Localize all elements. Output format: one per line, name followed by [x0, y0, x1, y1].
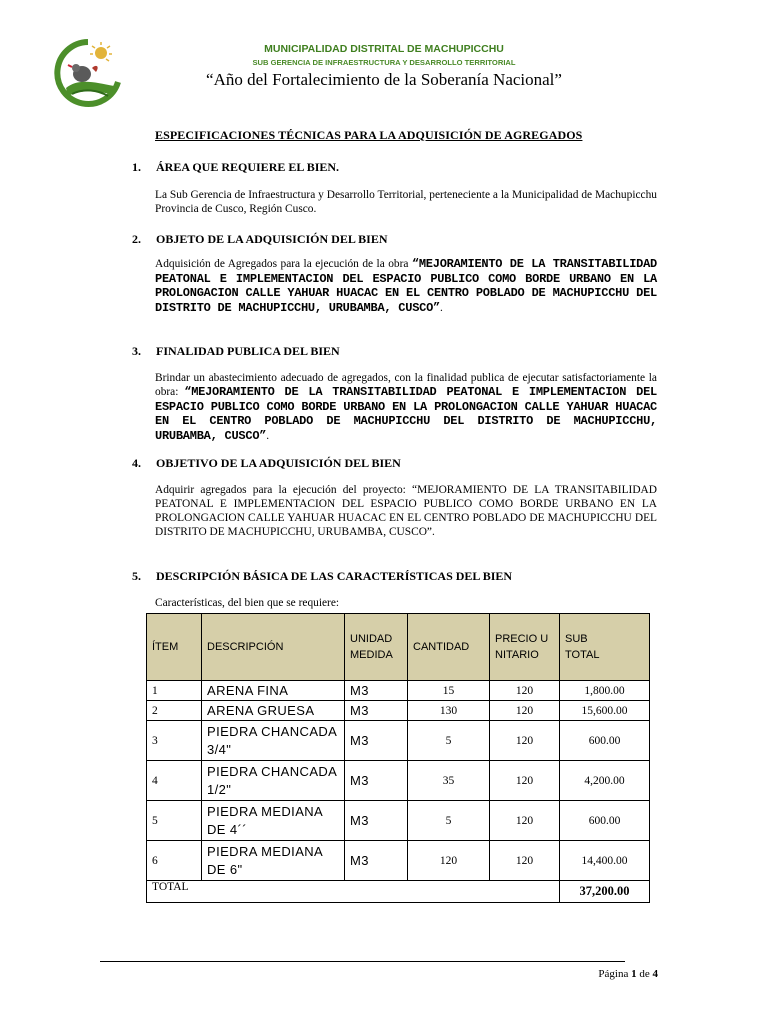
cell-price: 120 [490, 761, 560, 801]
header-motto: “Año del Fortalecimiento de la Soberanía Nacional” [206, 70, 562, 89]
cell-price: 120 [490, 701, 560, 721]
cell-quantity: 15 [408, 681, 490, 701]
section-1-text: La Sub Gerencia de Infraestructura y Desarrollo Territorial, perteneciente a la Municipalidad de Machupicchu Provincia de Cusco, Región Cusco. [155, 189, 657, 215]
section-title: FINALIDAD PUBLICA DEL BIEN [156, 344, 340, 358]
cell-item: 2 [147, 701, 202, 721]
total-label: TOTAL [147, 881, 560, 903]
total-value: 37,200.00 [560, 881, 650, 903]
cell-item: 6 [147, 841, 202, 881]
section-number: 2. [132, 232, 141, 246]
page-label: Página [598, 968, 629, 980]
section-2-text [155, 257, 657, 315]
document-title: ESPECIFICACIONES TÉCNICAS PARA LA ADQUISICIÓN DE AGREGADOS [155, 128, 583, 142]
section-1-heading [132, 160, 339, 175]
section-3-heading [132, 344, 340, 359]
cell-price: 120 [490, 681, 560, 701]
cell-price: 120 [490, 721, 560, 761]
table-row [147, 801, 650, 841]
page-indicator [598, 968, 658, 980]
cell-item: 5 [147, 801, 202, 841]
page-of: de [639, 968, 650, 980]
footer-divider [100, 961, 625, 962]
cell-unit: M3 [345, 681, 408, 701]
section-2-text-post: . [440, 301, 443, 314]
section-4-heading [132, 456, 401, 471]
cell-description: ARENA GRUESA [202, 701, 345, 721]
section-number: 5. [132, 569, 141, 583]
section-number: 4. [132, 456, 141, 470]
project-name-bold: “MEJORAMIENTO DE LA TRANSITABILIDAD PEATONAL E IMPLEMENTACION DEL ESPACIO PUBLICO COMO BORDE URBANO EN LA PROLONGACION CALLE YAHUAR HUACAC EN EL CENTRO POBLADO DE MACHUPICCHU DEL DISTRITO DE MACHUPICCHU, URUBAMBA, CUSCO” [155, 385, 657, 443]
section-4-text: Adquirir agregados para la ejecución del proyecto: “MEJORAMIENTO DE LA TRANSITABILIDAD PEATONAL E IMPLEMENTACION DEL ESPACIO PUBLICO COMO BORDE URBANO EN LA PROLONGACION CALLE YAHUAR HUACAC EN EL CENTRO POBLADO DE MACHUPICCHU DEL DISTRITO DE MACHUPICCHU, URUBAMBA, CUSCO”. [155, 484, 657, 538]
cell-price: 120 [490, 841, 560, 881]
cell-description: PIEDRA CHANCADA 3/4" [202, 721, 345, 761]
section-2-heading [132, 232, 388, 247]
cell-subtotal: 14,400.00 [560, 841, 650, 881]
cell-quantity: 120 [408, 841, 490, 881]
section-number: 1. [132, 160, 141, 174]
cell-description: ARENA FINA [202, 681, 345, 701]
cell-unit: M3 [345, 721, 408, 761]
project-name-bold: “MEJORAMIENTO DE LA TRANSITABILIDAD PEATONAL E IMPLEMENTACION DEL ESPACIO PUBLICO COMO BORDE URBANO EN LA PROLONGACION CALLE YAHUAR HUACAC EN EL CENTRO POBLADO DE MACHUPICCHU DEL DISTRITO DE MACHUPICCHU, URUBAMBA, CUSCO” [155, 257, 657, 315]
table-row [147, 721, 650, 761]
page-current: 1 [631, 968, 637, 980]
table-header-row [147, 614, 650, 681]
section-3-text-post: . [266, 429, 270, 442]
cell-subtotal: 1,800.00 [560, 681, 650, 701]
header-subtotal: SUB TOTAL [560, 614, 650, 681]
cell-unit: M3 [345, 761, 408, 801]
cell-item: 3 [147, 721, 202, 761]
cell-item: 4 [147, 761, 202, 801]
section-title: DESCRIPCIÓN BÁSICA DE LAS CARACTERÍSTICAS DEL BIEN [156, 569, 513, 583]
header-unit: UNIDAD MEDIDA [345, 614, 408, 681]
section-5-text: Características, del bien que se requiere: [155, 597, 340, 609]
table-row [147, 681, 650, 701]
section-3-text-pre: Brindar un abastecimiento adecuado de agregados, con la finalidad publica de ejecutar satisfactoriamente la obra: [155, 372, 657, 398]
page-total: 4 [652, 968, 658, 980]
header-org-name: MUNICIPALIDAD DISTRITAL DE MACHUPICCHU [264, 43, 504, 55]
section-title: OBJETIVO DE LA ADQUISICIÓN DEL BIEN [156, 456, 401, 470]
section-3-text [155, 371, 657, 443]
cell-unit: M3 [345, 841, 408, 881]
section-5-heading [132, 569, 512, 584]
cell-description: PIEDRA MEDIANA DE 4´´ [202, 801, 345, 841]
header-subdivision: SUB GERENCIA DE INFRAESTRUCTURA Y DESARROLLO TERRITORIAL [252, 58, 516, 67]
header-quantity: CANTIDAD [408, 614, 490, 681]
cell-description: PIEDRA CHANCADA 1/2" [202, 761, 345, 801]
header-item: ÍTEM [147, 614, 202, 681]
section-2-text-pre: Adquisición de Agregados para la ejecución de la obra [155, 258, 412, 270]
cell-subtotal: 15,600.00 [560, 701, 650, 721]
header-description: DESCRIPCIÓN [202, 614, 345, 681]
section-title: OBJETO DE LA ADQUISICIÓN DEL BIEN [156, 232, 388, 246]
table-row [147, 761, 650, 801]
section-title: ÁREA QUE REQUIERE EL BIEN. [156, 160, 340, 174]
cell-subtotal: 4,200.00 [560, 761, 650, 801]
cell-quantity: 5 [408, 721, 490, 761]
cell-item: 1 [147, 681, 202, 701]
cell-subtotal: 600.00 [560, 801, 650, 841]
cell-description: PIEDRA MEDIANA DE 6" [202, 841, 345, 881]
cell-quantity: 130 [408, 701, 490, 721]
header-unit-price: PRECIO UNITARIO [490, 614, 560, 681]
items-table [146, 613, 650, 903]
cell-quantity: 35 [408, 761, 490, 801]
section-number: 3. [132, 344, 141, 358]
cell-subtotal: 600.00 [560, 721, 650, 761]
cell-price: 120 [490, 801, 560, 841]
table-total-row [147, 881, 650, 903]
table-row [147, 701, 650, 721]
cell-quantity: 5 [408, 801, 490, 841]
cell-unit: M3 [345, 801, 408, 841]
table-row [147, 841, 650, 881]
cell-unit: M3 [345, 701, 408, 721]
